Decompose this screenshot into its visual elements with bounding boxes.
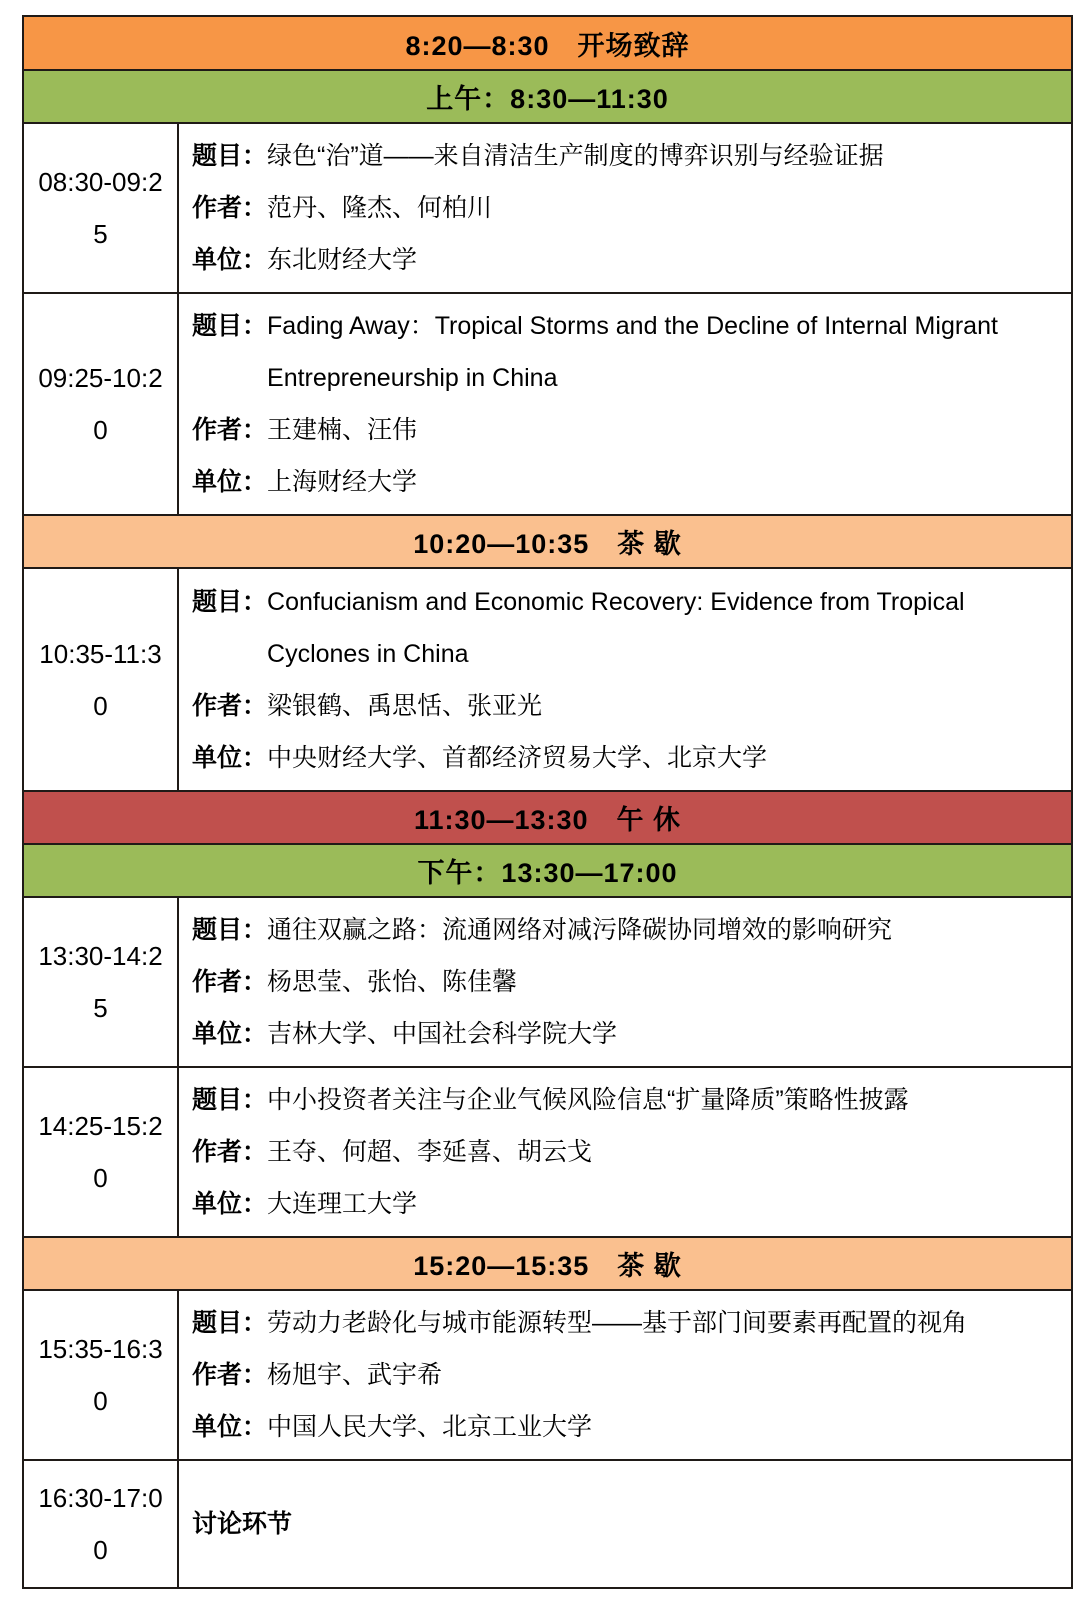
authors-text: 杨思莹、张怡、陈佳馨 [267,968,518,996]
orgs-label: 单位： [192,246,268,274]
title-text: Confucianism and Economic Recovery: Evidence from Tropical Cyclones in China [267,587,965,668]
discussion-text: 讨论环节 [192,1510,293,1538]
session-time: 15:35-16:30 [38,1334,163,1416]
authors-line [192,680,1045,732]
orgs-line [192,456,1045,508]
session-row-5 [24,1066,1071,1236]
session-row-4 [24,896,1071,1066]
orgs-text: 中国人民大学、北京工业大学 [267,1413,593,1441]
authors-label: 作者： [192,416,268,444]
tea-break-text: 10:20—10:35 茶 歇 [413,529,682,559]
title-text: 中小投资者关注与企业气候风险信息“扩量降质”策略性披露 [267,1086,909,1114]
conference-schedule-table [22,15,1073,1589]
afternoon-session-text: 下午：13:30—17:00 [417,858,678,888]
orgs-line [192,1008,1045,1060]
orgs-text: 吉林大学、中国社会科学院大学 [267,1020,618,1048]
opening-remarks-text: 8:20—8:30 开场致辞 [405,30,690,61]
time-cell [24,1068,179,1236]
tea-break-band-1 [24,514,1071,567]
title-line [192,1297,1045,1349]
morning-session-text: 上午：8:30—11:30 [426,84,669,114]
session-details [179,898,1071,1066]
orgs-label: 单位： [192,743,268,772]
opening-remarks-band [24,17,1071,69]
orgs-text: 中央财经大学、首都经济贸易大学、北京大学 [267,743,768,772]
session-details [179,124,1071,292]
title-line [192,300,1045,404]
orgs-label: 单位： [192,1190,268,1218]
orgs-line [192,732,1045,784]
authors-label: 作者： [192,194,268,222]
authors-text: 杨旭宇、武宇希 [267,1361,443,1389]
time-cell [24,569,179,790]
orgs-text: 大连理工大学 [267,1190,418,1218]
lunch-break-band [24,790,1071,843]
time-cell [24,1461,179,1587]
session-row-3 [24,567,1071,790]
title-text: 通往双赢之路：流通网络对减污降碳协同增效的影响研究 [267,916,893,944]
session-details [179,1068,1071,1236]
title-line [192,1074,1045,1126]
session-time: 13:30-14:25 [38,941,163,1023]
authors-label: 作者： [192,691,268,720]
session-time: 09:25-10:20 [38,363,163,445]
tea-break-band-2 [24,1236,1071,1289]
orgs-line [192,1178,1045,1230]
session-time: 14:25-15:20 [38,1111,163,1193]
session-time: 16:30-17:00 [38,1483,163,1565]
session-details [179,294,1071,514]
orgs-text: 上海财经大学 [267,468,418,496]
title-line [192,130,1045,182]
session-details [179,569,1071,790]
session-time: 08:30-09:25 [38,167,163,249]
session-row-6 [24,1289,1071,1459]
session-details [179,1461,1071,1587]
session-details [179,1291,1071,1459]
title-label: 题目： [192,1086,268,1114]
authors-label: 作者： [192,968,268,996]
authors-line [192,1126,1045,1178]
orgs-label: 单位： [192,468,268,496]
session-time: 10:35-11:30 [39,638,162,721]
lunch-break-text: 11:30—13:30 午 休 [413,805,682,835]
authors-label: 作者： [192,1138,268,1166]
authors-line [192,1349,1045,1401]
authors-text: 范丹、隆杰、何柏川 [267,194,493,222]
title-label: 题目： [192,312,268,340]
title-label: 题目： [192,916,268,944]
title-label: 题目： [192,587,268,616]
authors-text: 王建楠、汪伟 [267,416,418,444]
tea-break-text: 15:20—15:35 茶 歇 [413,1251,682,1281]
authors-text: 王夺、何超、李延喜、胡云戈 [267,1138,593,1166]
authors-line [192,404,1045,456]
discussion-row [24,1459,1071,1587]
time-cell [24,124,179,292]
title-text: Fading Away：Tropical Storms and the Decline of Internal Migrant Entrepreneurship in China [267,312,998,392]
authors-line [192,182,1045,234]
session-row-2 [24,292,1071,514]
title-label: 题目： [192,1309,268,1337]
morning-session-band [24,69,1071,122]
title-text: 劳动力老龄化与城市能源转型——基于部门间要素再配置的视角 [267,1309,968,1337]
orgs-text: 东北财经大学 [267,246,418,274]
time-cell [24,294,179,514]
time-cell [24,1291,179,1459]
orgs-label: 单位： [192,1020,268,1048]
session-row-1 [24,122,1071,292]
authors-line [192,956,1045,1008]
orgs-line [192,1401,1045,1453]
title-label: 题目： [192,142,268,170]
orgs-line [192,234,1045,286]
orgs-label: 单位： [192,1413,268,1441]
afternoon-session-band [24,843,1071,896]
authors-text: 梁银鹤、禹思恬、张亚光 [267,691,543,720]
title-text: 绿色“治”道——来自清洁生产制度的博弈识别与经验证据 [267,142,884,170]
authors-label: 作者： [192,1361,268,1389]
title-line [192,576,1045,680]
time-cell [24,898,179,1066]
title-line [192,904,1045,956]
